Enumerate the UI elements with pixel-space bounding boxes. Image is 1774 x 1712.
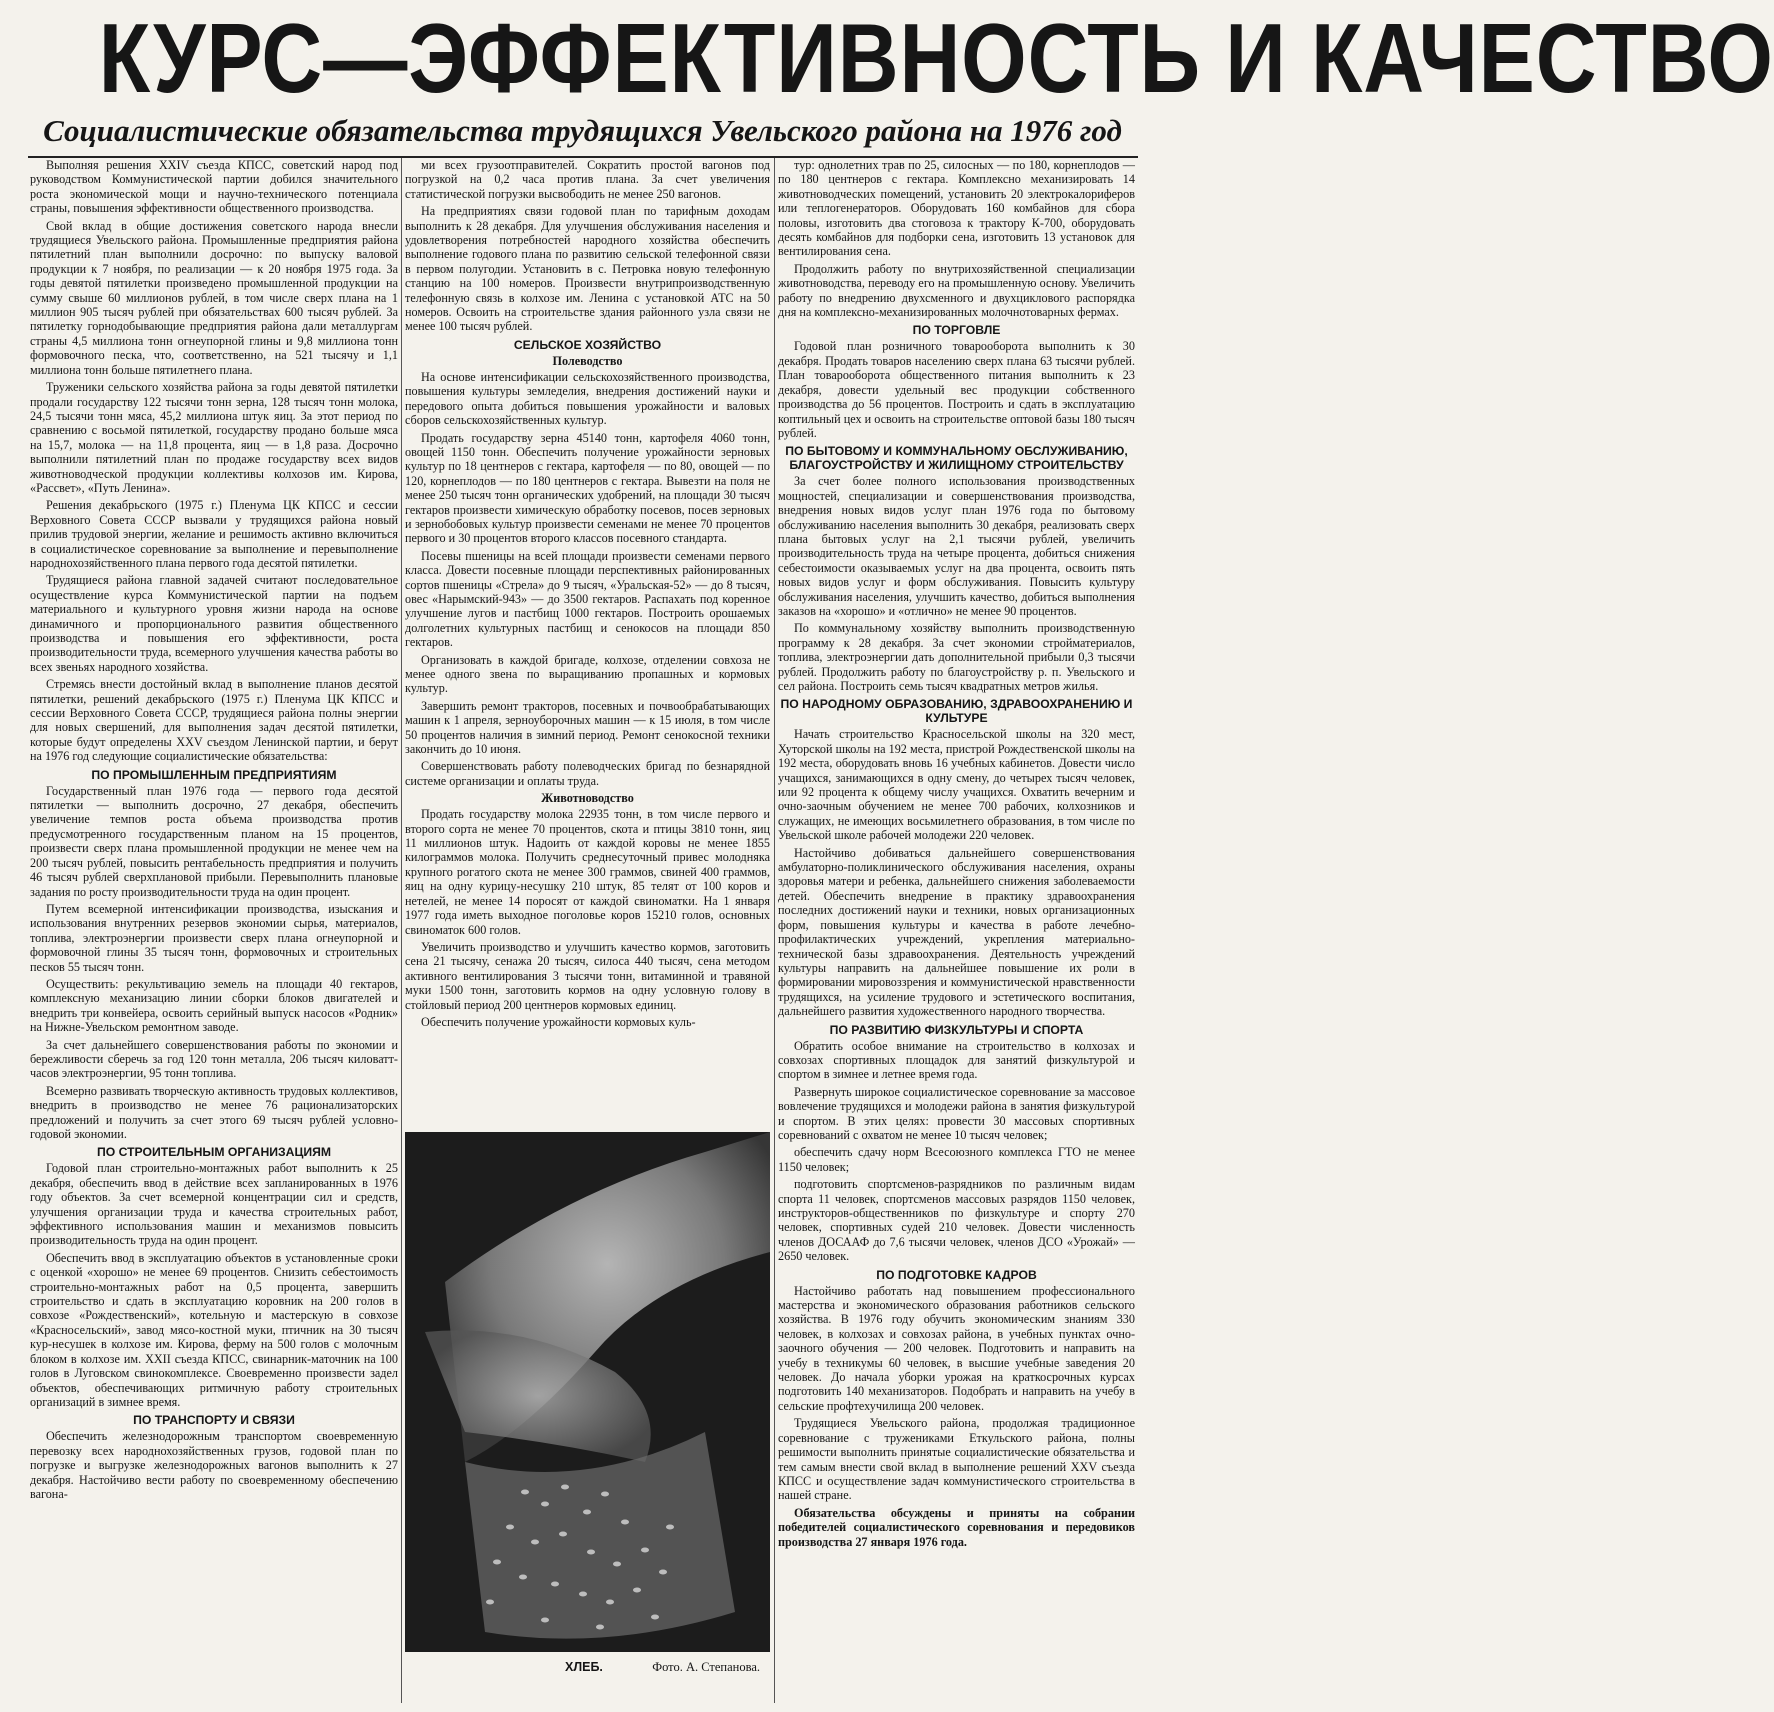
paragraph: Обеспечить железнодорожным транспортом своевременную перевозку всех народнохозяйственных грузов, годовой план по погрузке и выгрузке железнодорожных вагонов выполнить к 27 декабря. Настойчиво вести работу по своевременному обеспечению вагона- (30, 1429, 398, 1501)
paragraph: Государственный план 1976 года — первого года десятой пятилетки — выполнить досрочно, 27 декабря, обеспечить увеличение темпов роста объема производства против предусмотренного государственным планом на 15 процентов, произвести сверх плана промышленной продукции не менее чем на 200 тысяч рублей, повысить рентабельность предприятия и получить 46 тысяч рублей сверхплановой прибыли. Перевыполнить плановые задания по росту производительности труда на один процент. (30, 783, 398, 899)
paragraph: Стремясь внести достойный вклад в выполнение планов десятой пятилетки, решений декабрьского (1975 г.) Пленума ЦК КПСС и сессии Верховного Совета СССР, трудящиеся района полны энергии для новых свершений, для выполнения задач десятой пятилетки, которые будут определены XXV съездом Ленинской партии, и берут на 1976 год следующие социалистические обязательства: (30, 677, 398, 764)
closing-note: Обязательства обсуждены и приняты на собрании победителей социалистического соревнования и передовиков производства 27 января 1976 года. (778, 1505, 1135, 1549)
section-heading-construction: ПО СТРОИТЕЛЬНЫМ ОРГАНИЗАЦИЯМ (96, 1145, 332, 1160)
column-divider-2 (774, 158, 775, 1703)
paragraph: Трудящиеся района главной задачей считают последовательное осуществление курса Коммунистической партии на подъем материального и культурного уровня жизни народа на основе динамичного и пропорционального развития общественного производства и повышения его эффективности, роста производительности труда, всемерного улучшения качества работы во всех звеньях народного хозяйства. (30, 573, 398, 674)
paragraph: Развернуть широкое социалистическое соревнование за массовое вовлечение трудящихся и молодежи района в занятия физкультурой и спортом. В этих целях: провести 30 массовых спортивных соревнований с охватом не менее 10 тысяч человек; (778, 1084, 1135, 1142)
grain-hands-image (405, 1132, 770, 1652)
paragraph: Обеспечить получение урожайности кормовых куль- (421, 1014, 696, 1029)
article-column-1 (30, 158, 398, 1703)
paragraph: Всемерно развивать творческую активность трудовых коллективов, внедрить в производство не менее 76 рационализаторских предложений и получить за счет этого 69 тысяч рублей условно-годовой экономии. (30, 1083, 398, 1141)
paragraph: Совершенствовать работу полеводческих бригад по безнарядной системе организации и оплаты труда. (405, 759, 770, 788)
section-heading-transport: ПО ТРАНСПОРТУ И СВЯЗИ (133, 1413, 295, 1428)
section-heading-sport: ПО РАЗВИТИЮ ФИЗКУЛЬТУРЫ И СПОРТА (829, 1022, 1084, 1037)
paragraph: Выполняя решения XXIV съезда КПСС, советский народ под руководством Коммунистической партии добился значительного роста экономической мощи и научно-технического потенциала страны, повышения эффективности общественного производства. (30, 158, 398, 216)
headline: КУРС—ЭФФЕКТИВНОСТЬ И КАЧЕСТВО (98, 3, 1774, 113)
photo-caption (405, 1660, 770, 1674)
section-heading-trade: ПО ТОРГОВЛЕ (912, 323, 1001, 338)
section-heading-industry: ПО ПРОМЫШЛЕННЫМ ПРЕДПРИЯТИЯМ (91, 767, 337, 782)
caption-title: ХЛЕБ. (565, 1660, 603, 1674)
paragraph: тур: однолетних трав по 25, силосных — по 180, корнеплодов — по 180 центнеров с гектара. Комплексно механизировать 14 животноводческих помещений, установить 20 электрокалориферов или теплогенераторов. Оборудовать 160 комбайнов для сбора половы, изготовить два стоговоза к трактору К-700, оборудовать десять комбайнов для подборки сена, изготовить 13 установок для вентилирования сена. (778, 158, 1135, 259)
paragraph: Годовой план строительно-монтажных работ выполнить к 25 декабря, обеспечить ввод в действие всех запланированных в 1976 году объектов. За счет всемерной концентрации сил и средств, улучшения организации труда и качества строительных работ, эффективного использования машин и механизмов повысить производительность труда на один процент. (30, 1161, 398, 1248)
paragraph: Обратить особое внимание на строительство в колхозах и совхозах спортивных площадок для занятий физкультурой и спортом в зимнее и летнее время года. (778, 1038, 1135, 1082)
section-heading-services: ПО БЫТОВОМУ И КОММУНАЛЬНОМУ ОБСЛУЖИВАНИЮ, БЛАГОУСТРОЙСТВУ И ЖИЛИЩНОМУ СТРОИТЕЛЬСТВУ (785, 444, 1128, 473)
paragraph: Труженики сельского хозяйства района за годы девятой пятилетки продали государству 122 тысячи тонн зерна, 128 тысяч тонн молока, 24,5 тысячи тонн мяса, 45,2 миллиона штук яиц. За этот период по сравнению с восьмой пятилеткой, государству продано больше мяса на 15,7, молока — на 11,8 процента, яиц — в 1,8 раза. Досрочно выполнили пятилетний план по продаже государству всех видов животноводческой продукции коллективы колхозов им. Кирова, «Рассвет», «Путь Ленина». (30, 380, 398, 495)
paragraph: Настойчиво работать над повышением профессионального мастерства и экономического образования работников сельского хозяйства. В 1976 году обучить экономическим знаниям 330 человек, в колхозах и совхозах района, в учебных пунктах очно-заочного обучения — 200 человек. Подготовить и направить на учебу в техникумы 60 человек, в высшие учебные заведения 20 человек. До начала уборки урожая на краткосрочных курсах подготовить 140 механизаторов. Подобрать и направить на учебу в сельские профтехучилища 200 человек. (778, 1283, 1135, 1413)
paragraph: Обеспечить ввод в эксплуатацию объектов в установленные сроки с оценкой «хорошо» не менее 69 процентов. Снизить себестоимость строительно-монтажных работ на 0,5 процента, завершить строительство и сдать в эксплуатацию коровник на 200 голов в совхозе «Рождественский», котельную и мастерскую в совхозе «Красносельский», завод мясо-костной муки, птичник на 30 тысяч кур-несушек в колхозе им. Кирова, ферму на 500 голов с молочным блоком в колхозе им. XXII съезда КПСС, свинарник-маточник на 100 голов в Луговском свинокомплексе. Своевременно произвести задел объектов, обеспечивающих ритмичную работу строительных организаций в зимнее время. (30, 1250, 398, 1409)
paragraph: Настойчиво добиваться дальнейшего совершенствования амбулаторно-поликлинического обслуживания населения, охраны здоровья матери и ребенка, дальнейшего снижения заболеваемости детей. Обеспечить внедрение в практику здравоохранения последних достижений науки и техники, новых организационных форм, повышения культуры и качества в работе лечебно-профилактических учреждений, укрепления материально-технической базы здравоохранения. Деятельность учреждений культуры направить на дальнейшее повышение их роли в формировании мировоззрения и коммунистической нравственности трудящихся, на усиление трудового и эстетического воспитания, дальнейшего развития художественного народного творчества. (778, 845, 1135, 1019)
paragraph: Организовать в каждой бригаде, колхозе, отделении совхоза не менее одного звена по выращиванию пропашных и кормовых культур. (405, 652, 770, 696)
article-column-3 (778, 158, 1135, 1703)
column-2-text (405, 158, 770, 1126)
paragraph: Продолжить работу по внутрихозяйственной специализации животноводства, переводу его на промышленную основу. Увеличить работу по внедрению двухсменного и двухциклового распорядка дня на комплексно-механизированных молочнотоварных фермах. (778, 261, 1135, 320)
bread-photo (405, 1132, 770, 1652)
paragraph: Начать строительство Красносельской школы на 320 мест, Хуторской школы на 192 места, пристрой Рождественской школы на 192 места, оборудовать вновь 16 учебных кабинетов. Довести число учащихся, занимающихся в одну смену, до четырех тысяч человек, или 92 процента к общему числу учащихся. Охватить вечерним и очно-заочным обучением не менее 700 рабочих, колхозников и служащих, не имеющих восьмилетнего образования, в том числе по Увельской школе рабочей молодежи 220 человек. (778, 727, 1135, 843)
paragraph: За счет более полного использования производственных мощностей, специализации и совершенствования производства, внедрения новых видов услуг план 1976 года по бытовому обслуживанию населения выполнить 30 декабря, реализовать сверх плана бытовых услуг на 2,1 тысячи рублей, увеличить производительность труда на четыре процента, добиться снижения себестоимости оказываемых услуг на два процента, освоить пять новых видов услуг и форм обслуживания. Повысить культуру обслуживания населения, улучшить качество, добиться выполнения заказов на «хорошо» и «отлично» не менее 90 процентов. (778, 474, 1135, 618)
paragraph: Продать государству зерна 45140 тонн, картофеля 4060 тонн, овощей 1150 тонн. Обеспечить получение урожайности зерновых культур по 18 центнеров с гектара, картофеля — по 80, овощей — по 120, корнеплодов — по 180 центнеров с гектара. Вывезти на поля не менее 250 тысяч тонн органических удобрений, на площади 30 тысяч гектаров произвести химическую обработку посевов, посев зерновых и зернобобовых культур произвести семенами не менее 70 процентов первого и 30 процентов второго классов посевного стандарта. (405, 430, 770, 546)
paragraph: За счет дальнейшего совершенствования работы по экономии и бережливости сберечь за год 120 тонн металла, 206 тысяч киловатт-часов электроэнергии, 95 тонн топлива. (30, 1037, 398, 1081)
paragraph: обеспечить сдачу норм Всесоюзного комплекса ГТО не менее 1150 человек; (778, 1145, 1135, 1174)
paragraph: Свой вклад в общие достижения советского народа внесли трудящиеся Увельского района. Промышленные предприятия района пятилетний план выполнили досрочно: по выпуску валовой продукции к 7 ноября, по реализации — к 20 ноября 1975 года. За годы девятой пятилетки произведено промышленной продукции на сумму свыше 60 миллионов рублей, в том числе сверх плана на 1 миллион 905 тысяч рублей при обязательствах 600 тысяч рублей. За пятилетку горнодобывающие предприятия района дали металлургам страны 4,5 миллиона тонн огнеупорной глины и 9,8 миллиона тонн формовочного песка, что, соответственно, на 521 тысячу и 1,1 миллиона тонн больше пятилетнего плана. (30, 218, 398, 377)
paragraph: Осуществить: рекультивацию земель на площади 40 гектаров, комплексную механизацию линии сборки блоков двигателей и внедрить три конвейера, освоить серийный выпуск насосов «Родник» на Нижне-Увельском ремонтном заводе. (30, 976, 398, 1035)
subsection-heading-livestock: Животноводство (541, 791, 634, 806)
paragraph: Решения декабрьского (1975 г.) Пленума ЦК КПСС и сессии Верховного Совета СССР вызвали у трудящихся района новый прилив трудовой энергии, желание и решимость активно включиться в социалистическое соревнование за выполнение и перевыполнение народнохозяйственного плана первого года десятой пятилетки. (30, 498, 398, 570)
article-column-2 (405, 158, 770, 1703)
section-heading-education: ПО НАРОДНОМУ ОБРАЗОВАНИЮ, ЗДРАВООХРАНЕНИЮ И КУЛЬТУРЕ (780, 697, 1133, 726)
paragraph: подготовить спортсменов-разрядников по различным видам спорта 11 человек, спортсменов массовых разрядов 1150 человек, инструкторов-общественников по физкультуре и спорту 270 человек, спортивных судей 210 человек. Довести численность членов ДОСААФ до 7,6 тысячи человек, членов ДСО «Урожай» — 2650 человек. (778, 1177, 1135, 1264)
section-heading-agriculture: СЕЛЬСКОЕ ХОЗЯЙСТВО (513, 337, 662, 352)
paragraph: Путем всемерной интенсификации производства, изыскания и использования внутренних резервов экономии сырья, материалов, топлива, электроэнергии произвести сверх плана огнеупорной и формовочной глины 35 тысяч тонн, формовочных и строительных песков 55 тысяч тонн. (30, 901, 398, 974)
paragraph: Завершить ремонт тракторов, посевных и почвообрабатывающих машин к 1 апреля, зерноуборочных машин — к 15 июля, в том числе 50 процентов наличия в зимний период. Ремонт сенокосной техники закончить до 10 июня. (405, 698, 770, 757)
paragraph: Посевы пшеницы на всей площади произвести семенами первого класса. Довести посевные площади перспективных районированных сортов пшеницы «Стрела» до 9 тысяч, «Уральская-52» — до 8 тысяч, овес «Нарымский-943» — до 3500 гектаров. Распахать под коренное улучшение лугов и пастбищ 1000 гектаров. Построить орошаемых долголетних культурных пастбищ и сенокосов на площади 850 гектаров. (405, 548, 770, 650)
paragraph: На предприятиях связи годовой план по тарифным доходам выполнить к 28 декабря. Для улучшения обслуживания населения и удовлетворения потребностей народного хозяйства обеспечить выполнение годового плана по развитию сельской телефонной связи в первом полугодии. Установить в с. Петровка новую телефонную станцию на 100 номеров. Произвести внутрипроизводственную телефонную связь в колхозе им. Ленина с установкой АТС на 50 номеров. Освоить на строительстве здания районного узла связи не менее 100 тысяч рублей. (405, 204, 770, 334)
paragraph: Увеличить производство и улучшить качество кормов, заготовить сена 21 тысячу, сенажа 20 тысяч, силоса 440 тысяч, сена методом активного вентилирования 3 тысячи тонн, витаминной и травяной муки 1500 тонн, заготовить кормов на одну условную голову в стойловый период 200 центнеров кормовых единиц. (405, 939, 770, 1012)
column-divider-1 (401, 158, 402, 1703)
paragraph: Продать государству молока 22935 тонн, в том числе первого и второго сорта не менее 70 процентов, скота и птицы 3810 тонн, яиц 11 миллионов штук. Надоить от каждой коровы не менее 1855 килограммов молока. Получить среднесуточный привес молодняка крупного рогатого скота не менее 300 граммов, свиней 400 граммов, яиц на одну курицу-несушку 210 штук, 85 телят от 100 коров и нетелей, не менее 14 поросят от каждой свиноматки. На 1 января 1977 года иметь выходное поголовье коров 15210 голов, основных свиноматок 600 голов. (405, 807, 770, 937)
paragraph: На основе интенсификации сельскохозяйственного производства, повышения культуры земледелия, внедрения достижений науки и передового опыта добиться повышения урожайности и валовых сборов сельскохозяйственных культур. (405, 369, 770, 428)
paragraph: Годовой план розничного товарооборота выполнить к 30 декабря. Продать товаров населению сверх плана 63 тысячи рублей. План товарооборота общественного питания выполнить к 23 декабря, довести удельный вес продукции собственного производства до 56 процентов. Построить и сдать в эксплуатацию коптильный цех и освоить на строительстве оптовой базы 180 тысяч рублей. (778, 339, 1135, 440)
subheadline: Социалистические обязательства трудящихся Увельского района на 1976 год (43, 113, 1122, 148)
paragraph: По коммунальному хозяйству выполнить производственную программу к 28 декабря. За счет экономии стройматериалов, топлива, электроэнергии дать дополнительной прибыли 0,3 тысячи рублей. Продолжить работу по благоустройству р. п. Увельского и сел района. Построить семь тысяч квадратных метров жилья. (778, 621, 1135, 693)
paragraph: Трудящиеся Увельского района, продолжая традиционное соревнование с тружениками Еткульского района, полны решимости выполнить принятые социалистические обязательства и тем самым внести свой вклад в выполнение решений XXV съезда КПСС и осуществление задач коммунистического строительства в нашей стране. (778, 1416, 1135, 1503)
photo-credit: Фото. А. Степанова. (652, 1660, 760, 1674)
section-heading-personnel: ПО ПОДГОТОВКЕ КАДРОВ (876, 1267, 1037, 1282)
subsection-heading-crops: Полеводство (552, 353, 623, 368)
paragraph: ми всех грузоотправителей. Сократить простой вагонов под погрузкой на 0,2 часа против плана. За счет увеличения статистической погрузки высвободить не менее 250 вагонов. (405, 158, 770, 201)
